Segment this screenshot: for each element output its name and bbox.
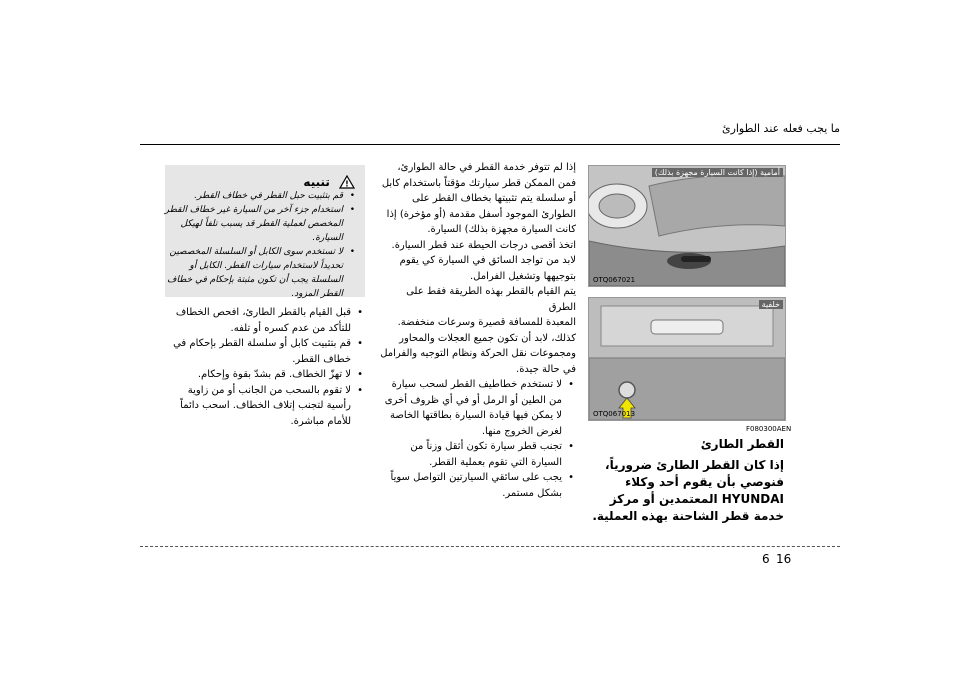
bullet-item: • يجب على سائقي السيارتين التواصل سوياً بشكل مستمر. [380,470,562,501]
paragraph-line: الطوارئ الموجود أسفل مقدمة (أو مؤخرة) إذا [386,208,576,220]
section-heading: القطر الطارئ [700,437,784,451]
rear-photo-caption: خلفية [759,300,783,309]
column-right [380,160,576,501]
page-number: 16 [776,552,792,566]
warning-item: • استخدام جزء آخر من السيارة غير خطاف القطر المخصص لعملية القطر قد يسبب تلفاً لهيكل السيارة. [158,203,343,245]
paragraph-line: أو سلسلة يتم تثبيتها بخطاف القطر على [412,193,576,204]
right-bullet-list [380,377,576,501]
figure-code: F080300AEN [746,425,792,433]
warning-box [165,165,365,297]
column-middle-bullets [165,305,365,429]
paragraph-line: يتم القيام بالقطر بهذه الطريقة فقط على الطرق [406,286,576,313]
warning-item: • لا تستخدم سوى الكابل أو السلسلة المخصصين تحديداً لاستخدام سيارات القطر. الكابل أو السلسلة يجب أن تكون مثبتة بإحكام في خطاف القطر المزود. [158,245,343,301]
header-rule [140,144,840,145]
front-photo-caption: أمامية (إذا كانت السيارة مجهزة بذلك) [652,168,783,177]
warning-header [303,171,355,190]
front-photo-code: OTQ067021 [593,276,636,284]
footer-rule [140,546,840,547]
paragraph-line: اتخذ أقصى درجات الحيطة عند قطر السيارة. [391,239,576,251]
paragraph-line: ومجموعات نقل الحركة ونظام التوجيه والفرامل [380,348,576,359]
paragraph-line: كذلك، لابد أن تكون جميع العجلات والمحاور [399,332,576,344]
rear-photo-code: OTQ067013 [593,410,636,418]
paragraph-line: إذا لم تتوفر خدمة القطر في حالة الطوارئ، [397,162,576,173]
warning-item: • قم بتثبيت حبل القطر في خطاف القطر. [158,189,343,203]
front-tow-hook-photo [588,165,786,287]
emergency-towing-section [590,436,784,525]
chapter-number: 6 [762,552,770,566]
page-header-title: ما يجب فعله عند الطوارئ [721,122,840,135]
bullet-item: • لا تهزّ الخطاف. قم بشدّ بقوة وإحكام. [165,367,351,383]
rear-bumper-illustration [589,298,785,420]
paragraph-line: كانت السيارة مجهزة بذلك) السيارة. [427,224,576,235]
warning-triangle-icon [339,175,355,189]
bullet-item: • قبل القيام بالقطر الطارئ، افحص الخطاف للتأكد من عدم كسره أو تلفه. [165,305,351,336]
bullet-item: • لا تقوم بالسحب من الجانب أو من زاوية رأسية لتجنب إتلاف الخطاف. اسحب دائماً للأمام مباشرة. [165,383,351,430]
warning-item-list [158,189,355,301]
bullet-item: • لا تستخدم خطاطيف القطر لسحب سيارة من الطين أو الرمل أو في أي ظروف أخرى لا يمكن فيها قيادة السيارة بطاقتها الخاصة لغرض الخروج منها. [380,377,562,439]
svg-text:!: ! [345,179,349,188]
front-bumper-illustration [589,166,785,286]
paragraph-line: بتوجيهها وتشغيل الفرامل. [469,270,576,282]
paragraph-line: المعبدة للمسافة قصيرة وسرعات منخفضة. [397,317,576,328]
right-paragraph [380,160,576,377]
bullet-item: • تجنب قطر سيارة تكون أثقل وزناً من السيارة التي تقوم بعملية القطر. [380,439,562,470]
section-text: إذا كان القطر الطارئ ضرورياً، فنوصي بأن يقوم أحد وكلاء HYUNDAI المعتمدين أو مركز خدمة قطر الشاحنة بهذه العملية. [592,458,784,523]
paragraph-line: فمن الممكن قطر سيارتك مؤقتاً باستخدام كابل [381,177,576,189]
paragraph-line: لابد من تواجد السائق في السيارة كي يقوم [399,255,576,266]
rear-tow-hook-photo [588,297,786,421]
middle-bullet-list [165,305,365,429]
bullet-item: • قم بتثبيت كابل أو سلسلة القطر بإحكام في خطاف القطر. [165,336,351,367]
warning-title: تنبيه [303,175,330,189]
paragraph-line: في حالة جيدة. [516,363,576,375]
